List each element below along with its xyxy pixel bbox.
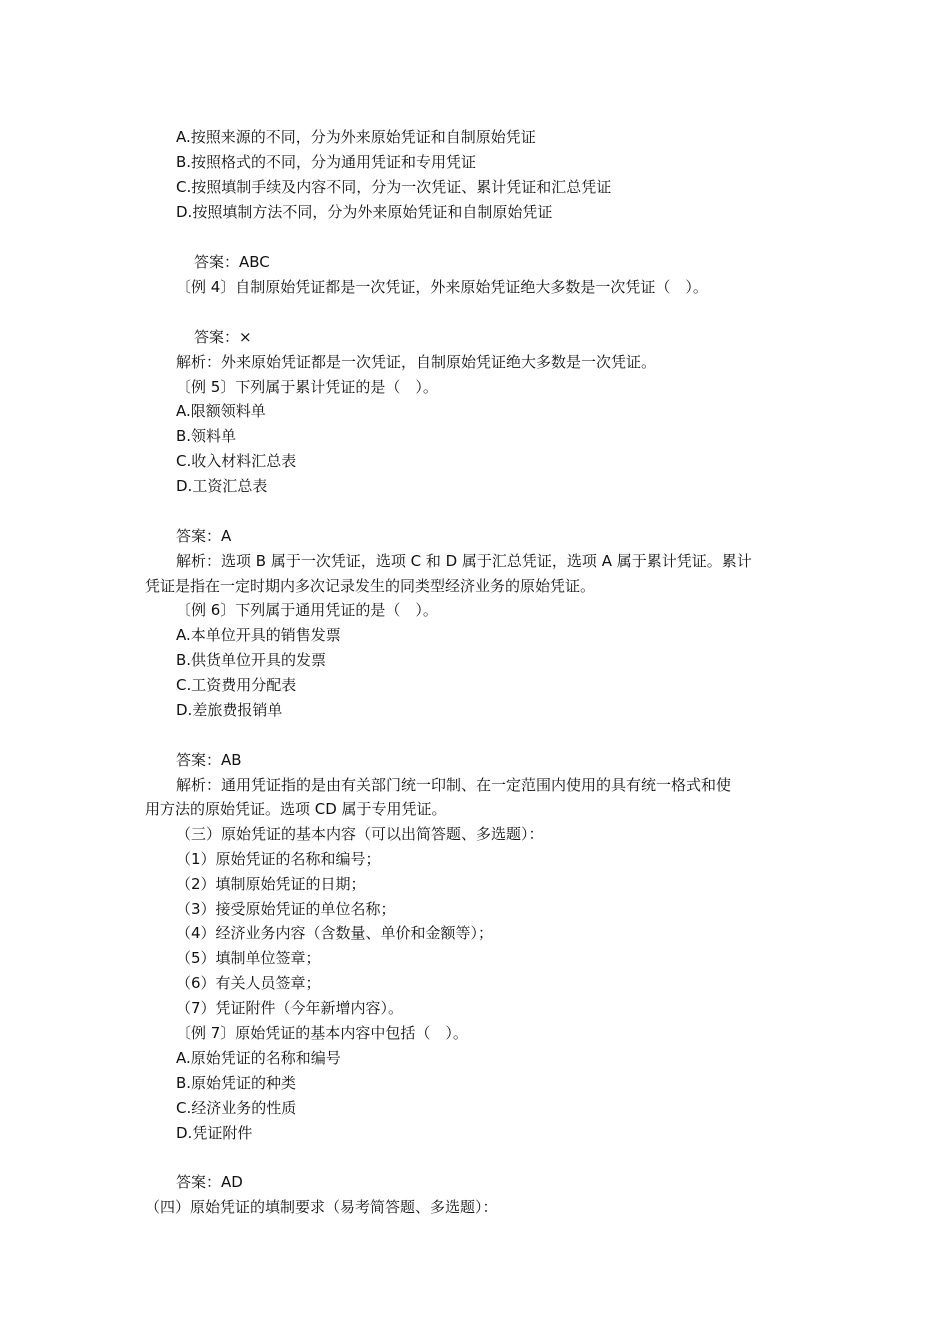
option-line: C.按照填制手续及内容不同，分为一次凭证、累计凭证和汇总凭证: [176, 178, 612, 196]
option-line: D.工资汇总表: [176, 477, 268, 495]
option-line: C.经济业务的性质: [176, 1099, 297, 1117]
answer-line: 答案：×: [194, 328, 252, 346]
answer-line: 答案：ABC: [194, 253, 270, 271]
analysis-line: 解析：选项 B 属于一次凭证，选项 C 和 D 属于汇总凭证，选项 A 属于累计凭证。累计: [176, 552, 752, 570]
option-line: A.按照来源的不同，分为外来原始凭证和自制原始凭证: [176, 128, 536, 146]
option-line: D.按照填制方法不同，分为外来原始凭证和自制原始凭证: [176, 203, 553, 221]
list-item: （5）填制单位签章；: [176, 949, 321, 967]
option-line: A.限额领料单: [176, 402, 266, 420]
option-line: D.凭证附件: [176, 1124, 253, 1142]
list-item: （4）经济业务内容（含数量、单价和金额等）；: [176, 924, 494, 942]
answer-line: 答案：A: [176, 527, 232, 545]
option-line: C.收入材料汇总表: [176, 452, 297, 470]
answer-line: 答案：AD: [176, 1173, 243, 1191]
option-line: D.差旅费报销单: [176, 701, 283, 719]
option-line: A.原始凭证的名称和编号: [176, 1049, 341, 1067]
option-line: B.领料单: [176, 427, 237, 445]
list-item: （3）接受原始凭证的单位名称；: [176, 900, 396, 918]
list-item: （6）有关人员签章；: [176, 974, 321, 992]
list-item: （2）填制原始凭证的日期；: [176, 875, 366, 893]
list-item: （7）凭证附件（今年新增内容）。: [176, 999, 404, 1017]
analysis-line: 用方法的原始凭证。选项 CD 属于专用凭证。: [145, 800, 447, 818]
analysis-line: 解析：外来原始凭证都是一次凭证，自制原始凭证绝大多数是一次凭证。: [176, 353, 657, 371]
option-line: C.工资费用分配表: [176, 676, 297, 694]
example-question: 〔例 6〕下列属于通用凭证的是（ ）。: [176, 601, 438, 619]
example-question: 〔例 4〕自制原始凭证都是一次凭证，外来原始凭证绝大多数是一次凭证（ ）。: [176, 278, 708, 296]
list-item: （1）原始凭证的名称和编号；: [176, 850, 381, 868]
analysis-line: 凭证是指在一定时期内多次记录发生的同类型经济业务的原始凭证。: [145, 577, 596, 595]
option-line: B.按照格式的不同，分为通用凭证和专用凭证: [176, 153, 477, 171]
section-heading: （四）原始凭证的填制要求（易考简答题、多选题）：: [145, 1198, 498, 1216]
example-question: 〔例 5〕下列属于累计凭证的是（ ）。: [176, 378, 438, 396]
analysis-line: 解析：通用凭证指的是由有关部门统一印制、在一定范围内使用的具有统一格式和使: [176, 776, 732, 794]
option-line: B.原始凭证的种类: [176, 1074, 297, 1092]
example-question: 〔例 7〕原始凭证的基本内容中包括（ ）。: [176, 1024, 468, 1042]
section-heading: （三）原始凭证的基本内容（可以出简答题、多选题）：: [176, 825, 544, 843]
option-line: B.供货单位开具的发票: [176, 651, 327, 669]
answer-line: 答案：AB: [176, 751, 242, 769]
option-line: A.本单位开具的销售发票: [176, 626, 341, 644]
